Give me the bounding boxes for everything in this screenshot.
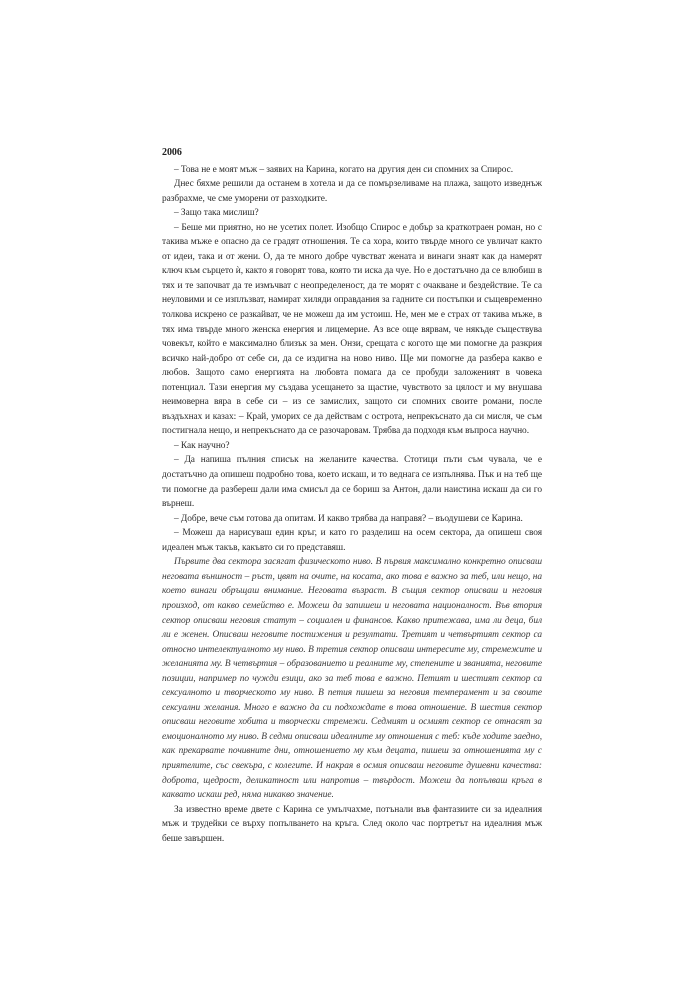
paragraph-5: – Как научно? bbox=[174, 440, 230, 451]
closing-paragraph: За известно време двете с Карина се умълчахме, потънали във фантазиите си за идеалния мъж и трудейки се върху попълването на кръга. След около час портретът на идеалния мъж беше завършен. bbox=[162, 804, 542, 844]
paragraph-4: – Беше ми приятно, но не усетих полет. Изобщо Спирос е добър за краткотраен роман, но с такива мъже е опасно да се градят отношения. Те са хора, които твърде много се увличат както от идеи, така и от жени. О, да те много добре чувстват жената и винаги знаят как да намерят ключ към сърцето ѝ, както я говорят това, която ти иска да чуе. Но е достатъчно да се влюбиш в тях и те започват да те измъчват с неопределеност, да те морят с очакване и бездействие. Те са неуловими и се изплъзват, намират хиляди оправдания за гадните си постъпки и същевременно толкова искрено се разкайват, че не можеш да им устоиш. Не, мен ме е страх от такива мъже, в тях има твърде много женска енергия и лицемерие. Аз все още вярвам, че някъде съществува човекът, който е максимално близък за мен. Онзи, срещата с когото ще ми помогне да разкрия всичко най-добро от себе си, да се издигна на ново ниво. Ще ми помогне да разбера какво е любов. Защото само енергията на любовта помага да се пробуди заложеният в човека потенциал. Тази енергия му създава усещането за щастие, чувството за цялост и му внушава неимоверна вяра в себе си – из се замислих, защото си спомних своите романи, после въздъхнах и казах: – Край, уморих се да действам с острота, непрекъснато да си мисля, че съм постигнала нещо, и непрекъснато да се разочаровам. Трябва да подходя към въпроса научно. bbox=[162, 222, 542, 437]
paragraph-1: – Това не е моят мъж – заявих на Карина, когато на другия ден си спомних за Спирос. bbox=[174, 164, 513, 175]
sectors-description-block bbox=[162, 555, 542, 802]
paragraph-8: – Можеш да нарисуваш един кръг, и като го разделиш на осем сектора, да опишеш своя идеален мъж такъв, какъвто си го представяш. bbox=[162, 528, 542, 553]
section-year-heading: 2006 bbox=[162, 147, 182, 158]
paragraph-7: – Добре, вече съм готова да опитам. И какво трябва да направя? – въодушеви се Карина. bbox=[174, 513, 523, 524]
paragraph-6: – Да напиша пълния списък на желаните качества. Стотици пъти съм чувала, че е достатъчно да опишеш подробно това, което искаш, и то веднага се изпълнява. Пък и на теб ще ти помогне да разбереш дали има смисъл да се бориш за Антон, дали наистина искаш да си го върнеш. bbox=[162, 455, 542, 510]
paragraph-2: Днес бяхме решили да останем в хотела и да се помързеливаме на плажа, защото изведнъж разбрахме, че сме уморени от разходките. bbox=[162, 179, 542, 204]
document-page bbox=[162, 146, 542, 846]
paragraph-3: – Защо така мислиш? bbox=[174, 208, 259, 219]
italic-paragraph-sectors: Първите два сектора засягат физическото ниво. В първия максимално конкретно описваш неговата външност – ръст, цвят на очите, на косата, ако това е важно за теб, или нещо, на което винаги обръщаш внимание. Неговата възраст. В същия сектор описваш и неговия произход, от какво семейство е. Можеш да запишеш и неговата националност. Във втория сектор описваш неговия статут – социален и финансов. Какво притежава, има ли деца, бил ли е женен. Описваш неговите постижения и резултати. Третият и четвъртият сектор са относно интелектуалното му ниво. В третия сектор описваш интересите му, стремежите и желанията му. В четвъртия – образованието и реалните му, степените и званията, неговите позиции, например по чужди езици, ако за теб това е важно. Петият и шестият сектор са сексуалното и творческото му ниво. В петия пишеш за неговия темперамент и за своите сексуални желания. Много е важно да си подхождате в това отношение. В шестия сектор описваш неговите хобита и творчески стремежи. Седмият и осмият сектор се отнасят за емоционалното му ниво. В седми описваш идеалните му отношения с теб: къде ходите заедно, как прекарвате почивните дни, отношението му към децата, пишеш за отношенията му с приятелите, със свекъра, с колегите. И накрая в осмия описваш неговите душевни качества: доброта, щедрост, деликатност или напротив – твърдост. Можеш да попълваш кръга в каквато искаш ред, няма никакво значение. bbox=[162, 557, 542, 801]
